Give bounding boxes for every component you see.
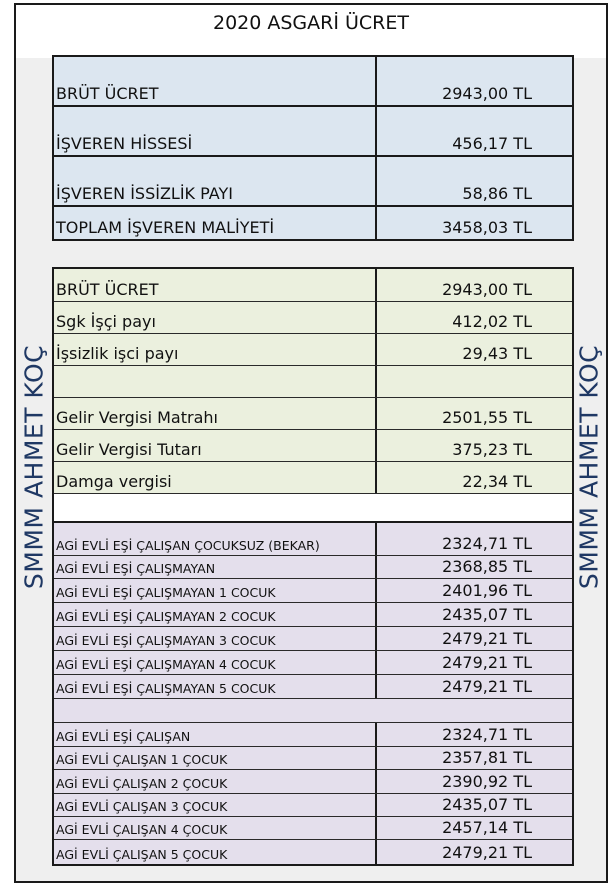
table-row <box>54 269 572 302</box>
row-value: 2324,71 TL <box>442 725 532 744</box>
row-label <box>54 699 377 722</box>
table-row <box>54 556 572 579</box>
table-row <box>54 723 572 747</box>
row-label: AGİ EVLİ ÇALIŞAN 3 ÇOCUK <box>54 794 377 816</box>
row-label: AGİ EVLİ ÇALIŞAN 4 ÇOCUK <box>54 817 377 839</box>
deductions-table <box>52 267 574 523</box>
row-label: AGİ EVLİ ÇALIŞAN 2 ÇOCUK <box>54 770 377 793</box>
row-value: 2501,55 TL <box>442 408 532 427</box>
row-label: BRÜT ÜCRET <box>54 269 377 301</box>
row-value: 2479,21 TL <box>442 677 532 696</box>
table-row <box>54 840 572 864</box>
table-row <box>54 770 572 794</box>
side-label-left <box>17 337 51 597</box>
table-row <box>54 207 572 239</box>
table-row <box>54 398 572 430</box>
table-row <box>54 794 572 817</box>
table-row <box>54 747 572 770</box>
row-value: 2390,92 TL <box>442 772 532 791</box>
document-title: 2020 ASGARİ ÜCRET <box>212 12 409 34</box>
side-label-left-text: SMMM AHMET KOÇ <box>19 344 49 590</box>
table-row <box>54 651 572 675</box>
row-value: 2368,85 TL <box>442 557 532 576</box>
row-value: 2943,00 TL <box>442 280 532 299</box>
row-label: AGİ EVLİ ÇALIŞAN 1 ÇOCUK <box>54 747 377 769</box>
row-label: AGİ EVLİ EŞİ ÇALIŞMAYAN 4 COCUK <box>54 651 377 674</box>
side-label-right-text: SMMM AHMET KOÇ <box>574 344 604 590</box>
table-row <box>54 523 572 556</box>
row-label: AGİ EVLİ EŞİ ÇALIŞMAYAN 1 COCUK <box>54 579 377 602</box>
row-label <box>54 494 377 521</box>
net-wage-table <box>52 521 574 866</box>
row-label: Gelir Vergisi Tutarı <box>54 430 377 461</box>
row-label: TOPLAM İŞVEREN MALİYETİ <box>54 207 377 239</box>
row-value: 2479,21 TL <box>442 653 532 672</box>
row-label: Gelir Vergisi Matrahı <box>54 398 377 429</box>
row-label: İŞVEREN HİSSESİ <box>54 107 377 155</box>
table-row <box>54 430 572 462</box>
row-label: AGİ EVLİ ÇALIŞAN 5 ÇOCUK <box>54 840 377 864</box>
table-row <box>54 157 572 207</box>
table-row <box>54 627 572 651</box>
row-value: 3458,03 TL <box>442 218 532 237</box>
table-row-empty <box>54 699 572 723</box>
table-row <box>54 817 572 840</box>
row-label <box>54 366 377 397</box>
table-row-empty <box>54 366 572 398</box>
row-value: 2943,00 TL <box>442 84 532 103</box>
row-value: 2401,96 TL <box>442 581 532 600</box>
row-value: 22,34 TL <box>462 472 532 491</box>
row-value: 2357,81 TL <box>442 748 532 767</box>
row-label: AGİ EVLİ EŞİ ÇALIŞMAYAN <box>54 556 377 578</box>
row-label: AGİ EVLİ EŞİ ÇALIŞMAYAN 5 COCUK <box>54 675 377 698</box>
row-value: 375,23 TL <box>452 440 532 459</box>
row-label: İŞVEREN İSSİZLİK PAYI <box>54 157 377 205</box>
row-value: 2479,21 TL <box>442 843 532 862</box>
row-value <box>377 699 572 722</box>
row-value: 2479,21 TL <box>442 629 532 648</box>
table-row <box>54 107 572 157</box>
table-row <box>54 334 572 366</box>
row-value <box>377 494 572 521</box>
row-value: 412,02 TL <box>452 312 532 331</box>
row-label: Sgk İşçi payı <box>54 302 377 333</box>
row-value: 2435,07 TL <box>442 605 532 624</box>
table-row <box>54 302 572 334</box>
row-label: AGİ EVLİ EŞİ ÇALIŞMAYAN 2 COCUK <box>54 603 377 626</box>
table-row <box>54 579 572 603</box>
table-row <box>54 675 572 699</box>
row-label: Damga vergisi <box>54 462 377 493</box>
row-value: 2435,07 TL <box>442 795 532 814</box>
row-label: BRÜT ÜCRET <box>54 57 377 105</box>
row-value <box>377 366 572 397</box>
row-label: AGİ EVLİ EŞİ ÇALIŞAN ÇOCUKSUZ (BEKAR) <box>54 523 377 555</box>
employer-cost-table <box>52 55 574 241</box>
table-row <box>54 57 572 107</box>
side-label-right <box>572 337 606 597</box>
row-value: 2324,71 TL <box>442 534 532 553</box>
row-value: 2457,14 TL <box>442 818 532 837</box>
table-row <box>54 462 572 494</box>
row-value: 58,86 TL <box>462 184 532 203</box>
row-label: İşsizlik işci payı <box>54 334 377 365</box>
table-row <box>54 603 572 627</box>
row-value: 29,43 TL <box>462 344 532 363</box>
table-row-empty <box>54 494 572 521</box>
row-label: AGİ EVLİ EŞİ ÇALIŞAN <box>54 723 377 746</box>
row-label: AGİ EVLİ EŞİ ÇALIŞMAYAN 3 COCUK <box>54 627 377 650</box>
row-value: 456,17 TL <box>452 134 532 153</box>
